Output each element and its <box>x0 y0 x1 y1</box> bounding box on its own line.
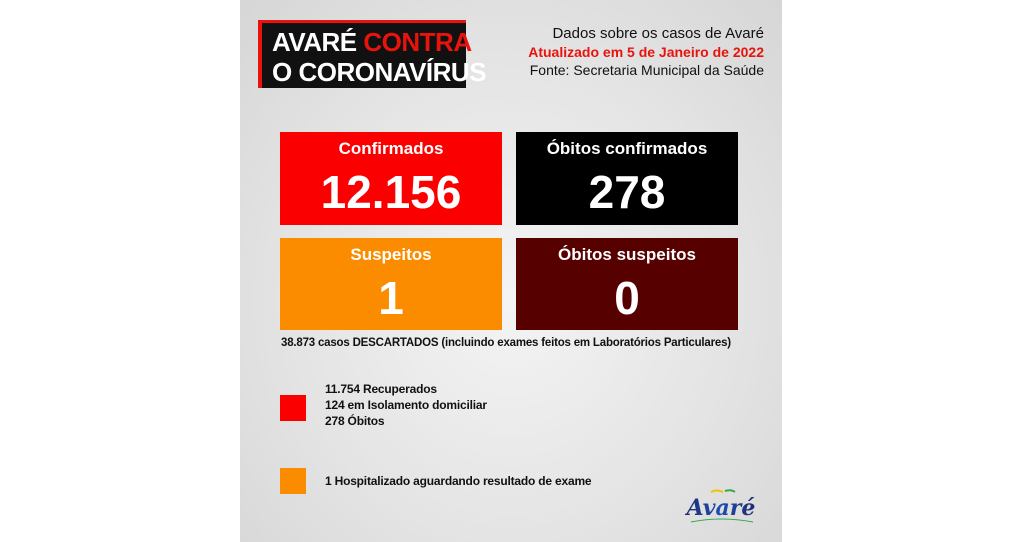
card-deaths-value: 278 <box>588 166 666 218</box>
card-suspected-deaths-label: Óbitos suspeitos <box>558 245 696 264</box>
card-suspected <box>280 238 502 330</box>
card-suspected-label: Suspeitos <box>350 245 432 264</box>
legend-hospitalized: 1 Hospitalizado aguardando resultado de exame <box>325 474 592 488</box>
legend-deaths: 278 Óbitos <box>325 414 385 428</box>
header-heading: Dados sobre os casos de Avaré <box>552 25 764 42</box>
card-confirmed-value: 12.156 <box>320 166 462 218</box>
legend-isolation: 124 em Isolamento domiciliar <box>325 398 487 412</box>
legend-orange-square <box>280 468 306 494</box>
title-line-1 <box>272 27 472 57</box>
card-deaths-label: Óbitos confirmados <box>546 139 708 158</box>
title-line-2: O CORONAVÍRUS <box>272 57 487 87</box>
header-updated: Atualizado em 5 de Janeiro de 2022 <box>528 44 764 60</box>
card-suspected-deaths <box>516 238 738 330</box>
poster <box>240 0 782 542</box>
title-word-avare: AVARÉ <box>272 27 357 57</box>
card-suspected-value: 1 <box>378 272 404 324</box>
svg-text:Avaré: Avaré <box>686 495 756 521</box>
legend-red-text <box>325 381 487 429</box>
discarded-text: 38.873 casos DESCARTADOS (incluindo exames feitos em Laboratórios Particulares) <box>281 337 731 349</box>
legend-red-square <box>280 395 306 421</box>
card-confirmed-label: Confirmados <box>338 139 444 158</box>
legend-recovered: 11.754 Recuperados <box>325 382 437 396</box>
card-suspected-deaths-value: 0 <box>614 272 640 324</box>
avare-logo <box>671 488 771 532</box>
card-confirmed <box>280 132 502 225</box>
title-banner <box>258 20 487 88</box>
header-source: Fonte: Secretaria Municipal da Saúde <box>529 62 764 78</box>
header-info <box>528 24 764 79</box>
card-deaths <box>516 132 738 225</box>
title-word-contra: CONTRA <box>363 27 472 57</box>
